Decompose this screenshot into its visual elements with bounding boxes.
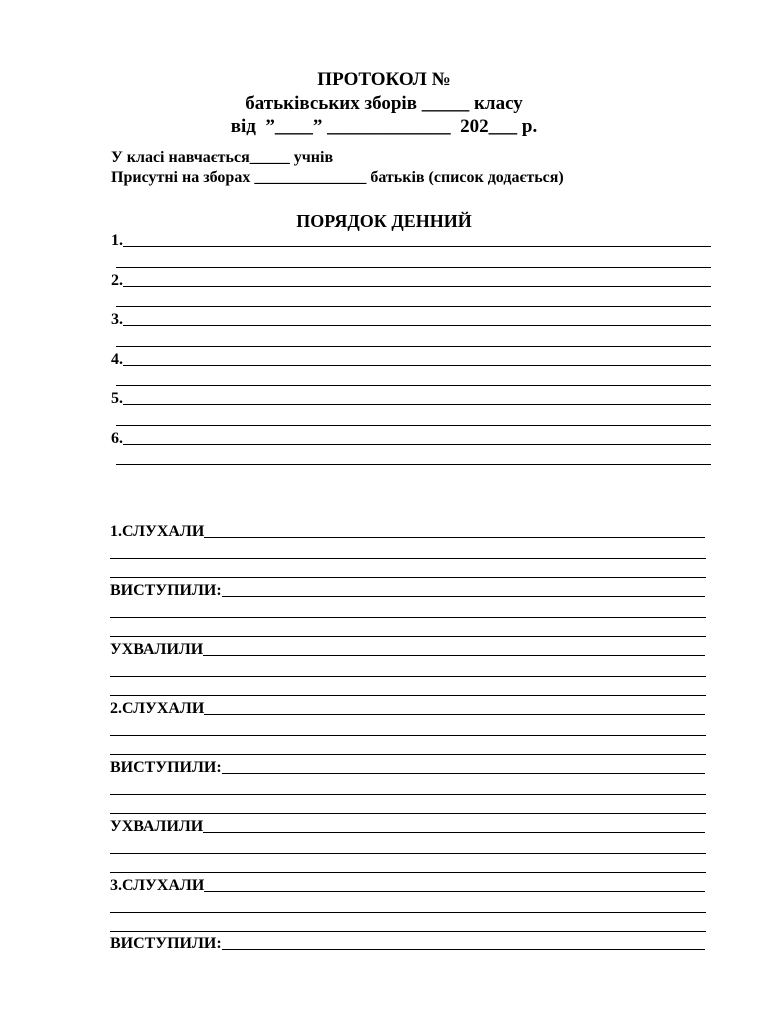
section-fill-line[interactable] [222, 596, 705, 597]
section-fill-line[interactable] [204, 537, 705, 538]
section-fill-line[interactable] [222, 949, 705, 950]
resolved-row-2 [110, 816, 705, 836]
agenda-continuation-line[interactable] [116, 425, 711, 426]
section-continuation-line[interactable] [110, 735, 706, 736]
section-label: УХВАЛИЛИ [110, 641, 204, 658]
section-label: УХВАЛИЛИ [110, 818, 204, 835]
resolved-row-1 [110, 639, 705, 659]
section-continuation-line[interactable] [110, 695, 706, 696]
section-continuation-line[interactable] [110, 853, 706, 854]
agenda-item-fill-line[interactable] [123, 404, 711, 405]
section-continuation-line[interactable] [110, 813, 706, 814]
agenda-item-3 [111, 309, 711, 329]
section-label: 1.СЛУХАЛИ [110, 523, 205, 540]
section-continuation-line[interactable] [110, 617, 706, 618]
section-label: 2.СЛУХАЛИ [110, 700, 205, 717]
meeting-subtitle: батьківських зборів _____ класу [245, 93, 523, 114]
section-continuation-line[interactable] [110, 558, 706, 559]
agenda-continuation-line[interactable] [116, 346, 711, 347]
agenda-item-number: 4. [111, 351, 123, 368]
agenda-item-fill-line[interactable] [123, 325, 711, 326]
section-fill-line[interactable] [204, 714, 705, 715]
agenda-item-fill-line[interactable] [123, 246, 711, 247]
section-label: 3.СЛУХАЛИ [110, 877, 205, 894]
section-continuation-line[interactable] [110, 872, 706, 873]
agenda-item-5 [111, 388, 711, 408]
section-label: ВИСТУПИЛИ: [110, 582, 222, 599]
agenda-item-number: 6. [111, 430, 123, 447]
agenda-item-6 [111, 428, 711, 448]
spoke-row-1 [110, 580, 705, 600]
section-continuation-line[interactable] [110, 577, 706, 578]
heard-row-1 [110, 521, 705, 541]
agenda-continuation-line[interactable] [116, 267, 711, 268]
agenda-continuation-line[interactable] [116, 385, 711, 386]
present-parents-line: Присутні на зборах ______________ батьків (список додається) [111, 169, 564, 186]
section-continuation-line[interactable] [110, 794, 706, 795]
agenda-item-number: 3. [111, 311, 123, 328]
section-fill-line[interactable] [203, 655, 705, 656]
agenda-continuation-line[interactable] [116, 464, 711, 465]
spoke-row-3 [110, 933, 705, 953]
agenda-item-2 [111, 270, 711, 290]
section-fill-line[interactable] [204, 891, 705, 892]
agenda-item-number: 2. [111, 272, 123, 289]
meeting-date-line: від ”____” _____________ 202___ р. [230, 116, 538, 137]
section-label: ВИСТУПИЛИ: [110, 759, 222, 776]
section-continuation-line[interactable] [110, 754, 706, 755]
agenda-title: ПОРЯДОК ДЕННИЙ [296, 211, 472, 231]
section-fill-line[interactable] [222, 773, 705, 774]
agenda-item-number: 1. [111, 232, 123, 249]
agenda-continuation-line[interactable] [116, 306, 711, 307]
section-continuation-line[interactable] [110, 931, 706, 932]
protocol-title: ПРОТОКОЛ № [317, 69, 451, 90]
agenda-item-fill-line[interactable] [123, 286, 711, 287]
spoke-row-2 [110, 757, 705, 777]
agenda-item-fill-line[interactable] [123, 365, 711, 366]
section-fill-line[interactable] [203, 832, 705, 833]
agenda-item-1 [111, 230, 711, 250]
heard-row-2 [110, 698, 705, 718]
section-continuation-line[interactable] [110, 912, 706, 913]
agenda-item-number: 5. [111, 390, 123, 407]
section-continuation-line[interactable] [110, 676, 706, 677]
agenda-item-4 [111, 349, 711, 369]
section-label: ВИСТУПИЛИ: [110, 935, 222, 952]
students-count-line: У класі навчається_____ учнів [111, 149, 334, 166]
section-continuation-line[interactable] [110, 636, 706, 637]
heard-row-3 [110, 875, 705, 895]
agenda-item-fill-line[interactable] [123, 444, 711, 445]
